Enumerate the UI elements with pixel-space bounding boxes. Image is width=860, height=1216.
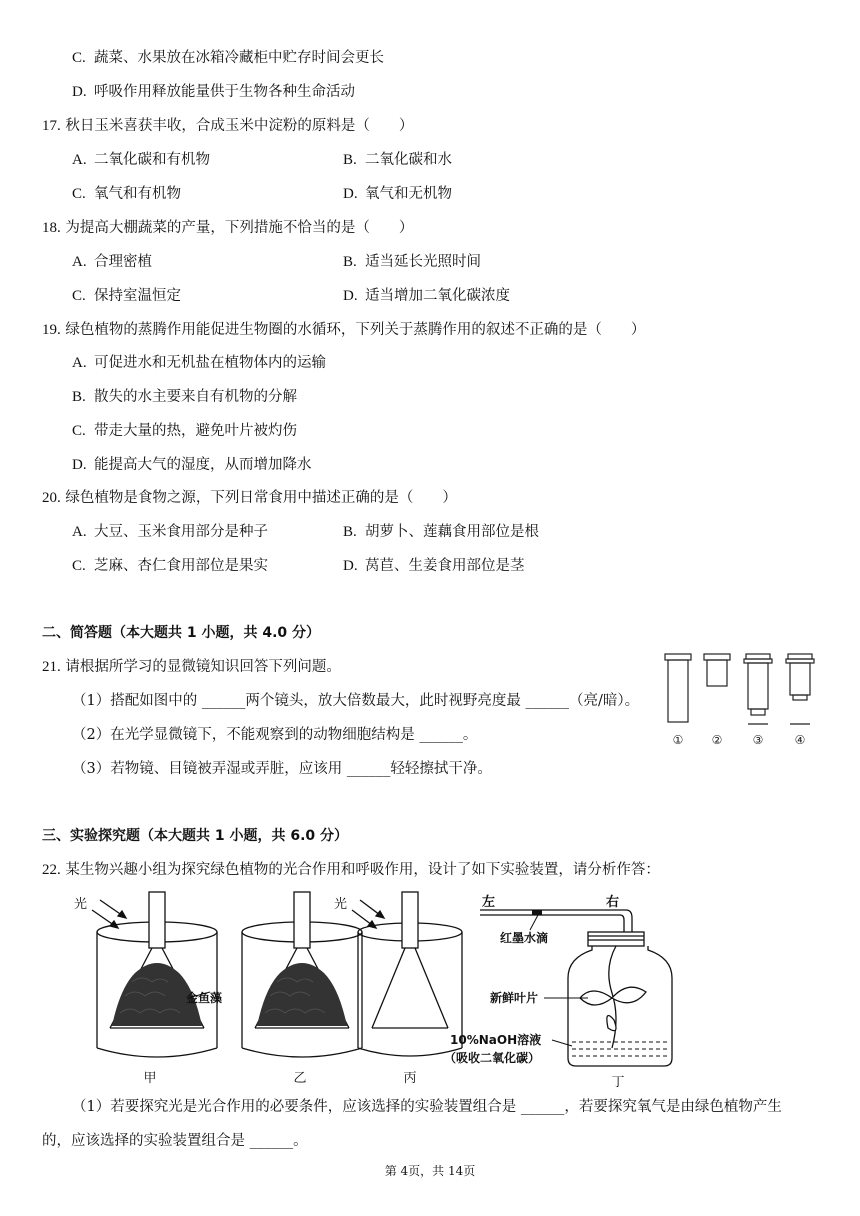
lens-2-icon <box>704 654 730 686</box>
q22-part-1b: 的，应该选择的实验装置组合是 ______。 <box>42 1133 308 1149</box>
q21-part-2: （2）在光学显微镜下，不能观察到的动物细胞结构是 ______。 <box>72 727 478 743</box>
experiment-apparatus-figure <box>60 888 680 1088</box>
lens-1-icon <box>665 654 691 722</box>
q18-option-b: B. 适当延长光照时间 <box>343 254 481 270</box>
q20-option-c: C. 芝麻、杏仁食用部位是果实 <box>72 558 268 574</box>
algae-label: 金鱼藻 <box>186 991 223 1005</box>
microscope-lens-figure <box>660 650 820 750</box>
lens-label-4: ④ <box>794 733 806 747</box>
section-2-title: 二、简答题（本大题共 1 小题，共 4.0 分） <box>42 625 321 641</box>
q20-stem <box>42 488 457 508</box>
label-jia: 甲 <box>143 1071 157 1086</box>
lens-label-3: ③ <box>752 733 764 747</box>
q21-stem <box>42 657 341 677</box>
q16-option-c: C. 蔬菜、水果放在冰箱冷藏柜中贮存时间会更长 <box>72 50 384 66</box>
label-yi: 乙 <box>293 1071 307 1086</box>
q18-option-d-text: 适当增加二氧化碳浓度 <box>365 288 510 304</box>
q19-stem <box>42 320 645 340</box>
naoh-label: 10%NaOH溶液 <box>450 1033 542 1047</box>
lens-3-icon <box>744 654 772 724</box>
ink-drop <box>532 910 542 915</box>
q19-option-a-text: 可促进水和无机盐在植物体内的运输 <box>94 355 326 371</box>
q21-part-3: （3）若物镜、目镜被弄湿或弄脏，应该用 ______轻轻擦拭干净。 <box>72 761 492 777</box>
lens-label-1: ① <box>672 733 684 747</box>
q19-option-d-text: 能提高大气的湿度，从而增加降水 <box>94 457 312 473</box>
q17-option-a: A. 二氧化碳和有机物 <box>72 152 210 168</box>
q20-option-c-text: 芝麻、杏仁食用部位是果实 <box>94 558 268 574</box>
q17-option-b: B. 二氧化碳和水 <box>343 152 452 168</box>
q18-stem <box>42 218 413 238</box>
ink-label: 红墨水滴 <box>500 931 549 945</box>
q18-number: 18. <box>42 220 61 236</box>
q19-number: 19. <box>42 322 61 338</box>
q22-stem <box>42 860 660 880</box>
q19-stem-text: 绿色植物的蒸腾作用能促进生物圈的水循环，下列关于蒸腾作用的叙述不正确的是（ ） <box>65 322 646 338</box>
q19-option-a: A. 可促进水和无机盐在植物体内的运输 <box>72 355 326 371</box>
label-ding: 丁 <box>611 1075 625 1088</box>
q20-option-d: D. 莴苣、生姜食用部位是茎 <box>343 558 525 574</box>
q18-option-d: D. 适当增加二氧化碳浓度 <box>343 288 510 304</box>
q17-option-a-text: 二氧化碳和有机物 <box>94 152 210 168</box>
q17-stem-text: 秋日玉米喜获丰收，合成玉米中淀粉的原料是（ ） <box>65 118 414 134</box>
page-footer: 第 4页，共 14页 <box>384 1164 476 1178</box>
q19-option-b-text: 散失的水主要来自有机物的分解 <box>94 389 297 405</box>
q22-number: 22. <box>42 862 61 878</box>
naoh-solution <box>572 1042 668 1056</box>
q22-part-1a: （1）若要探究光是光合作用的必要条件，应该选择的实验装置组合是 ______，若要探究氧气是由绿色植物产生 <box>72 1099 782 1115</box>
lens-label-2: ② <box>711 733 723 747</box>
q21-number: 21. <box>42 659 61 675</box>
lens-4-icon <box>786 654 814 724</box>
label-right: 右 <box>606 895 620 910</box>
q19-option-c-text: 带走大量的热，避免叶片被灼伤 <box>94 423 297 439</box>
q20-option-a-text: 大豆、玉米食用部分是种子 <box>94 524 268 540</box>
q19-option-d: D. 能提高大气的湿度，从而增加降水 <box>72 457 312 473</box>
label-bing: 丙 <box>403 1071 417 1086</box>
ink-pointer <box>530 915 538 930</box>
q18-option-c: C. 保持室温恒定 <box>72 288 181 304</box>
q16-option-c-text: 蔬菜、水果放在冰箱冷藏柜中贮存时间会更长 <box>94 50 384 66</box>
light-label-1: 光 <box>74 897 88 912</box>
q20-option-a: A. 大豆、玉米食用部分是种子 <box>72 524 268 540</box>
q22-stem-text: 某生物兴趣小组为探究绿色植物的光合作用和呼吸作用，设计了如下实验装置，请分析作答： <box>65 862 660 878</box>
q18-option-a: A. 合理密植 <box>72 254 152 270</box>
algae-yi <box>257 963 347 1026</box>
q17-option-b-text: 二氧化碳和水 <box>365 152 452 168</box>
q17-option-c: C. 氧气和有机物 <box>72 186 181 202</box>
q18-option-c-text: 保持室温恒定 <box>94 288 181 304</box>
q21-part-1: （1）搭配如图中的 ______两个镜头，放大倍数最大，此时视野亮度最 ______（亮/暗）。 <box>72 693 640 709</box>
label-left: 左 <box>482 895 496 910</box>
section-3-title: 三、实验探究题（本大题共 1 小题，共 6.0 分） <box>42 828 349 844</box>
leaf-label: 新鲜叶片 <box>490 991 539 1005</box>
q19-option-c: C. 带走大量的热，避免叶片被灼伤 <box>72 423 297 439</box>
q17-option-d: D. 氧气和无机物 <box>343 186 452 202</box>
q16-option-d-text: 呼吸作用释放能量供于生物各种生命活动 <box>94 84 355 100</box>
q16-option-d: D. 呼吸作用释放能量供于生物各种生命活动 <box>72 84 355 100</box>
naoh-pointer <box>552 1040 572 1046</box>
q20-option-b-text: 胡萝卜、莲藕食用部位是根 <box>365 524 539 540</box>
q20-stem-text: 绿色植物是食物之源，下列日常食用中描述正确的是（ ） <box>65 490 457 506</box>
q20-number: 20. <box>42 490 61 506</box>
q18-option-b-text: 适当延长光照时间 <box>365 254 481 270</box>
q20-option-d-text: 莴苣、生姜食用部位是茎 <box>365 558 525 574</box>
q17-option-c-text: 氧气和有机物 <box>94 186 181 202</box>
beaker-bing <box>358 892 462 1056</box>
q18-option-a-text: 合理密植 <box>94 254 152 270</box>
q21-stem-text: 请根据所学习的显微镜知识回答下列问题。 <box>65 659 341 675</box>
q19-option-b: B. 散失的水主要来自有机物的分解 <box>72 389 297 405</box>
q20-option-b: B. 胡萝卜、莲藕食用部位是根 <box>343 524 539 540</box>
q17-stem <box>42 116 413 136</box>
q17-number: 17. <box>42 118 61 134</box>
light-arrows-bing <box>352 900 384 928</box>
q18-stem-text: 为提高大棚蔬菜的产量，下列措施不恰当的是（ ） <box>65 220 414 236</box>
naoh-note: （吸收二氧化碳） <box>444 1051 541 1065</box>
light-label-2: 光 <box>334 897 348 912</box>
q17-option-d-text: 氧气和无机物 <box>365 186 452 202</box>
